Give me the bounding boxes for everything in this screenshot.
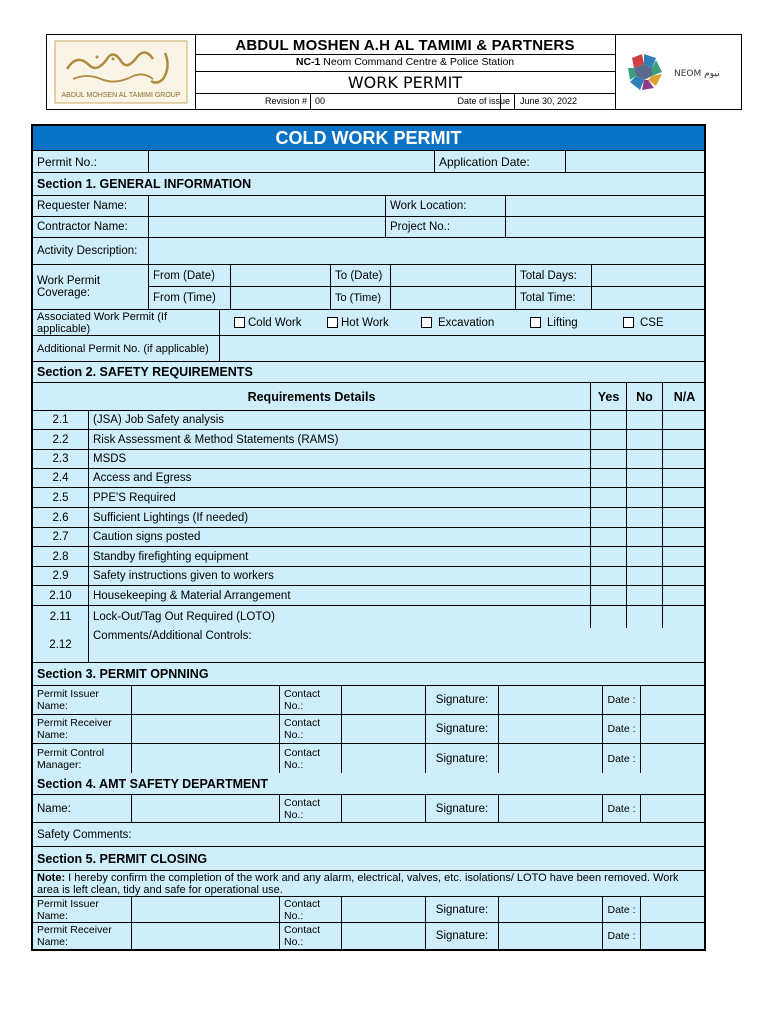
requirement-row [33,547,704,567]
checkbox-icon[interactable] [421,317,432,328]
date-label: Date : [603,715,641,743]
section-5-heading [33,847,704,871]
signature-label: Signature: [426,686,499,714]
requirement-row [33,450,704,469]
yes-cell[interactable] [591,547,627,566]
yes-cell[interactable] [591,488,627,507]
requirement-text: Standby firefighting equipment [89,547,591,566]
requirement-number: 2.4 [33,469,89,487]
person-sign-row [33,686,704,715]
contact-field[interactable] [342,715,426,743]
signature-field[interactable] [499,744,603,773]
coverage-block [33,265,704,310]
date-field[interactable] [641,897,706,922]
form-title: COLD WORK PERMIT [33,126,704,151]
project-line: NC-1 Neom Command Centre & Police Station [295,56,515,68]
application-date-field[interactable] [566,151,706,172]
contact-label: Contact No.: [280,744,342,773]
na-cell[interactable] [663,586,706,605]
revision-row [195,93,615,109]
na-cell[interactable] [663,469,706,487]
checkbox-icon[interactable] [530,317,541,328]
requirement-text: MSDS [89,450,591,468]
requirement-row [33,411,704,430]
signature-label: Signature: [426,744,499,773]
na-cell[interactable] [663,411,706,429]
checkbox-hot-work[interactable]: Hot Work [327,310,389,335]
cold-work-permit-form [31,124,706,951]
no-cell[interactable] [627,567,663,585]
date-label: Date : [603,686,641,714]
section-1-title: Section 1. GENERAL INFORMATION [37,177,252,191]
signature-field[interactable] [499,923,603,949]
date-label: Date : [603,923,641,949]
work-location-label: Work Location: [386,196,506,216]
requirement-text: Lock-Out/Tag Out Required (LOTO) [89,606,591,628]
checkbox-icon[interactable] [234,317,245,328]
section-3-title: Section 3. PERMIT OPNNING [37,667,209,681]
yes-cell[interactable] [591,450,627,468]
requirement-number: 2.6 [33,508,89,527]
date-field[interactable] [641,795,706,822]
role-name-field[interactable] [132,715,280,743]
revision-label: Revision # [195,93,311,109]
na-cell[interactable] [663,488,706,507]
to-time-field[interactable] [391,287,516,309]
person-sign-row [33,744,704,773]
no-cell[interactable] [627,430,663,449]
closing-note: Note: I hereby confirm the completion of the work and any alarm, electrical, valves, etc. isolations/ LOTO have been removed. Work area is left clean, tidy and safe for operational use. [37,871,679,896]
checkbox-icon[interactable] [623,317,634,328]
no-cell[interactable] [627,528,663,546]
signature-field[interactable] [499,715,603,743]
activity-field[interactable] [149,238,706,264]
requirement-row [33,508,704,528]
na-cell[interactable] [663,430,706,449]
signature-label: Signature: [426,923,499,949]
permit-closing-list [33,897,704,949]
date-field[interactable] [641,744,706,773]
requirement-number: 2.10 [33,586,89,605]
section-3-heading [33,663,704,686]
associated-permit-row [33,310,704,336]
activity-row [33,238,704,265]
permit-no-field[interactable] [149,151,435,172]
role-label: Permit Receiver Name: [33,923,132,949]
permit-no-label: Permit No.: [33,151,149,172]
section-2-title: Section 2. SAFETY REQUIREMENTS [37,365,253,379]
requirement-number: 2.5 [33,488,89,507]
revision-value: 00 [311,93,501,109]
document-header [46,34,742,110]
to-date-label: To (Date) [331,265,391,286]
requirement-row [33,488,704,508]
to-time-label: To (Time) [331,287,391,309]
contact-field[interactable] [342,795,426,822]
section-4-title: Section 4. AMT SAFETY DEPARTMENT [37,776,269,791]
safety-comments-row [33,823,704,847]
neom-logo [615,35,742,109]
role-label: Permit Issuer Name: [33,686,132,714]
na-cell[interactable] [663,606,706,628]
requirement-number: 2.1 [33,411,89,429]
activity-label: Activity Description: [33,238,149,264]
requirement-text: (JSA) Job Safety analysis [89,411,591,429]
role-label: Permit Issuer Name: [33,897,132,922]
contact-label: Contact No.: [280,897,342,922]
yes-cell[interactable] [591,430,627,449]
requirements-header-row [33,383,704,411]
person-sign-row [33,923,704,949]
total-time-field[interactable] [592,287,706,309]
requester-field[interactable] [149,196,386,216]
contact-label: Contact No.: [280,686,342,714]
additional-permit-field[interactable] [220,336,706,361]
company-name: ABDUL MOSHEN A.H AL TAMIMI & PARTNERS [235,37,575,54]
requirement-text: Risk Assessment & Method Statements (RAMS) [89,430,591,449]
checkbox-excavation[interactable]: Excavation [421,310,494,335]
yes-header: Yes [591,383,627,410]
na-cell[interactable] [663,450,706,468]
additional-permit-row [33,336,704,362]
requirement-number: 2.11 [33,606,89,628]
requirement-text: Housekeeping & Material Arrangement [89,586,591,605]
requirement-number: 2.7 [33,528,89,546]
yes-cell[interactable] [591,606,627,628]
svg-text:NEOM نيوم: NEOM نيوم [674,69,720,79]
role-name-field[interactable] [132,686,280,714]
no-cell[interactable] [627,450,663,468]
header-title-block [195,35,615,109]
section-4-heading [33,773,704,795]
signature-label: Signature: [426,795,499,822]
total-days-field[interactable] [592,265,706,286]
yes-cell[interactable] [591,567,627,585]
coverage-label: Work Permit Coverage: [33,265,149,309]
yes-cell[interactable] [591,469,627,487]
person-sign-row [33,715,704,744]
requirement-row [33,567,704,586]
no-cell[interactable] [627,547,663,566]
contact-field[interactable] [342,923,426,949]
safety-comments-label: Safety Comments: [37,828,132,841]
na-cell[interactable] [663,528,706,546]
contact-label: Contact No.: [280,715,342,743]
tamimi-logo [47,35,196,109]
na-cell[interactable] [663,508,706,527]
comments-label: Comments/Additional Controls: [93,630,252,642]
work-location-field[interactable] [506,196,706,216]
requirement-row [33,430,704,450]
requirement-text: Safety instructions given to workers [89,567,591,585]
role-label: Permit Control Manager: [33,744,132,773]
application-date-label: Application Date: [435,151,566,172]
requirement-number: 2.9 [33,567,89,585]
total-days-label: Total Days: [516,265,592,286]
from-date-field[interactable] [231,265,331,286]
to-date-field[interactable] [391,265,516,286]
contact-field[interactable] [342,897,426,922]
contractor-label: Contractor Name: [33,217,149,237]
requirement-text: PPE'S Required [89,488,591,507]
person-sign-row [33,897,704,923]
associated-permit-label: Associated Work Permit (If applicable) [33,310,220,335]
na-cell[interactable] [663,567,706,585]
contact-label: Contact No.: [280,795,342,822]
svg-text:ABDUL MOHSEN AL TAMIMI GROUP: ABDUL MOHSEN AL TAMIMI GROUP [61,92,181,99]
contact-label: Contact No.: [280,923,342,949]
contractor-row [33,217,704,238]
requirements-details-header: Requirements Details [33,383,591,410]
requirement-row [33,528,704,547]
requester-row [33,196,704,217]
signature-label: Signature: [426,715,499,743]
additional-permit-label: Additional Permit No. (if applicable) [33,336,220,361]
yes-cell[interactable] [591,528,627,546]
yes-cell[interactable] [591,586,627,605]
checkbox-cold-work[interactable]: Cold Work [234,310,301,335]
date-field[interactable] [641,923,706,949]
requester-label: Requester Name: [33,196,149,216]
permit-no-row [33,151,704,173]
date-label: Date : [603,744,641,773]
requirement-row [33,606,704,628]
requirement-number: 2.2 [33,430,89,449]
from-date-label: From (Date) [149,265,231,286]
yes-cell[interactable] [591,411,627,429]
project-no-field[interactable] [506,217,706,237]
requirement-row [33,586,704,606]
section-5-title: Section 5. PERMIT CLOSING [37,851,208,866]
signature-label: Signature: [426,897,499,922]
no-cell[interactable] [627,508,663,527]
contractor-field[interactable] [149,217,386,237]
closing-note-row [33,871,704,897]
section-2-heading [33,362,704,383]
issue-date-value: June 30, 2022 [520,96,578,106]
signature-field[interactable] [499,686,603,714]
section-1-heading [33,173,704,196]
no-cell[interactable] [627,411,663,429]
checkbox-lifting[interactable]: Lifting [530,310,578,335]
role-label: Permit Receiver Name: [33,715,132,743]
no-cell[interactable] [627,586,663,605]
requirement-text: Caution signs posted [89,528,591,546]
total-time-label: Total Time: [516,287,592,309]
na-cell[interactable] [663,547,706,566]
signature-field[interactable] [499,897,603,922]
role-name-field[interactable] [132,897,280,922]
contact-field[interactable] [342,744,426,773]
requirement-number: 2.12 [33,628,89,662]
role-name-field[interactable] [132,744,280,773]
permit-opening-list [33,686,704,773]
requirement-number: 2.8 [33,547,89,566]
requirement-number: 2.3 [33,450,89,468]
requirement-row [33,469,704,488]
date-label: Date : [603,897,641,922]
requirements-list [33,411,704,628]
role-name-field[interactable] [132,923,280,949]
requirement-text: Sufficient Lightings (If needed) [89,508,591,527]
issue-date-label: Date of issue [415,93,515,109]
no-cell[interactable] [627,606,663,628]
safety-dept-row [33,795,704,823]
signature-field[interactable] [499,795,603,822]
yes-cell[interactable] [591,508,627,527]
checkbox-cse[interactable]: CSE [623,310,664,335]
name-label: Name: [33,795,132,822]
no-header: No [627,383,663,410]
date-field[interactable] [641,686,706,714]
contact-field[interactable] [342,686,426,714]
no-cell[interactable] [627,488,663,507]
name-field[interactable] [132,795,280,822]
project-no-label: Project No.: [386,217,506,237]
date-label: Date : [603,795,641,822]
from-time-label: From (Time) [149,287,231,309]
requirement-text: Access and Egress [89,469,591,487]
requirement-row-2-12 [33,628,704,663]
from-time-field[interactable] [231,287,331,309]
checkbox-icon[interactable] [327,317,338,328]
work-permit-title: WORK PERMIT [347,73,463,92]
na-header: N/A [673,389,696,404]
date-field[interactable] [641,715,706,743]
no-cell[interactable] [627,469,663,487]
